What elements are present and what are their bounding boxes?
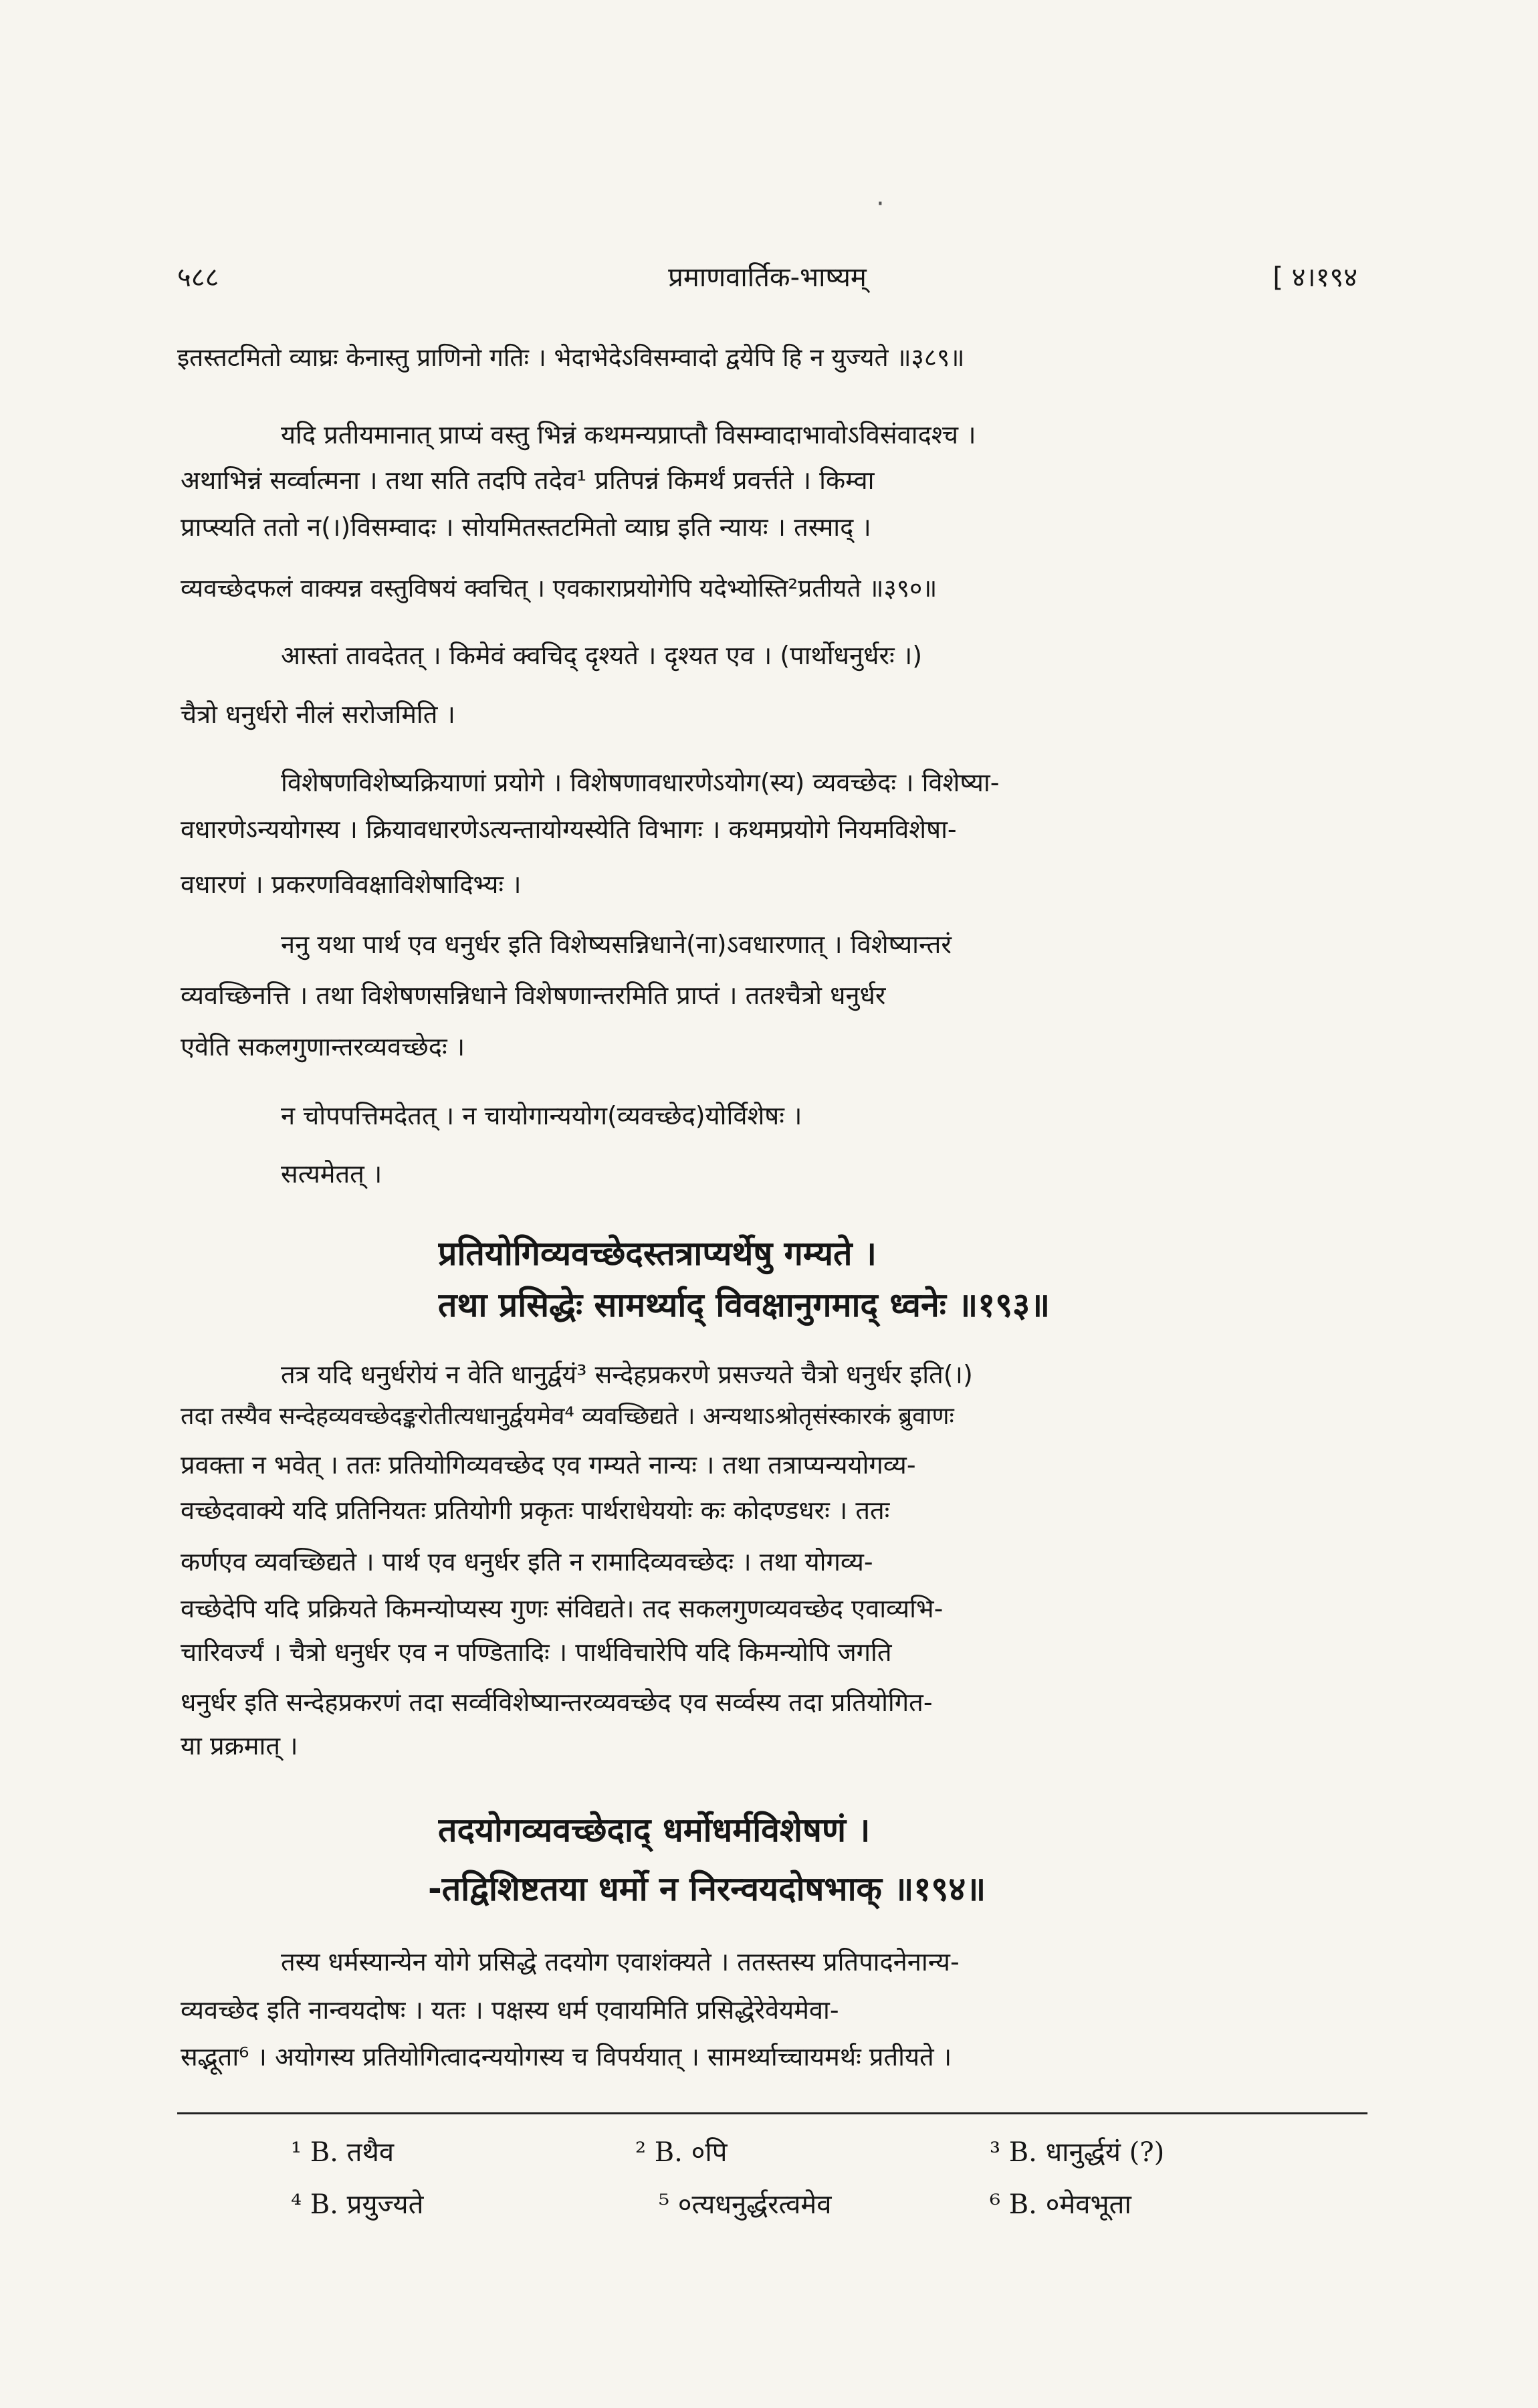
verse-193-line-1: प्रतियोगिव्यवच्छेदस्तत्राप्यर्थेषु गम्यते । xyxy=(438,1234,877,1273)
paragraph-line: यदि प्रतीयमानात् प्राप्यं वस्तु भिन्नं कथमन्यप्राप्तौ विसम्वादाभावोऽविसंवादश्च । xyxy=(281,420,976,449)
paragraph-line: व्यवच्छिनत्ति । तथा विशेषणसन्निधाने विशेषणान्तरमिति प्राप्तं । ततश्चैत्रो धनुर्धर xyxy=(181,981,886,1010)
footnote-3: ³ B. धानुर्द्धयं (?) xyxy=(990,2137,1165,2168)
paragraph-line: चैत्रो धनुर्धरो नीलं सरोजमिति । xyxy=(181,700,455,729)
verse-390: व्यवच्छेदफलं वाक्यन्न वस्तुविषयं क्वचित् । एवकाराप्रयोगेपि यदेभ्योस्ति²प्रतीयते ॥३९०॥ xyxy=(181,574,938,603)
paragraph-line: चारिवर्ज्यं । चैत्रो धनुर्धर एव न पण्डितादिः । पार्थविचारेपि यदि किमन्योपि जगति xyxy=(181,1637,892,1667)
paragraph-line: एवेति सकलगुणान्तरव्यवच्छेदः । xyxy=(181,1032,465,1062)
paragraph-line: सत्यमेतत् । xyxy=(281,1159,382,1189)
paragraph-line: व्यवच्छेद इति नान्वयदोषः । यतः । पक्षस्य धर्म एवायमिति प्रसिद्धेरेवेयमेवा- xyxy=(181,1995,839,2025)
footnote-6: ⁶ B. ०मेवभूता xyxy=(990,2189,1131,2220)
paragraph-line: न चोपपत्तिमदेतत् । न चायोगान्ययोग(व्यवच्छेद)योर्विशेषः । xyxy=(281,1101,802,1130)
paragraph-line: तदा तस्यैव सन्देहव्यवच्छेदङ्करोतीत्यधानुर्द्वयमेव⁴ व्यवच्छिद्यते । अन्यथाऽश्रोतृसंस्कारकं ब्रुवाणः xyxy=(181,1403,954,1430)
paragraph-line: ननु यथा पार्थ एव धनुर्धर इति विशेष्यसन्निधाने(ना)ऽवधारणात् । विशेष्यान्तरं xyxy=(281,930,952,959)
footnote-4: ⁴ B. प्रयुज्यते xyxy=(291,2189,424,2220)
verse-389: इतस्तटमितो व्याघ्रः केनास्तु प्राणिनो गतिः । भेदाभेदेऽविसम्वादो द्वयेपि हि न युज्यते ॥३८९॥ xyxy=(177,343,965,372)
paragraph-line: वधारणं । प्रकरणविवक्षाविशेषादिभ्यः । xyxy=(181,870,522,899)
paragraph-line: वच्छेदवाक्ये यदि प्रतिनियतः प्रतियोगी प्रकृतः पार्थराधेययोः कः कोदण्डधरः । ततः xyxy=(181,1496,890,1525)
footnote-5: ⁵ ०त्यधनुर्द्धरत्वमेव xyxy=(659,2189,832,2220)
footnote-2: ² B. ०पि xyxy=(635,2137,728,2168)
paragraph-line: धनुर्धर इति सन्देहप्रकरणं तदा सर्व्वविशेष्यान्तरव्यवच्छेद एव सर्व्वस्य तदा प्रतियोगित- xyxy=(181,1688,933,1717)
paragraph-line: अथाभिन्नं सर्व्वात्मना । तथा सति तदपि तदेव¹ प्रतिपन्नं किमर्थं प्रवर्त्तते । किम्वा xyxy=(181,466,875,495)
top-mark: · xyxy=(876,189,885,219)
paragraph-line: प्राप्स्यति ततो न(।)विसम्वादः । सोयमितस्तटमितो व्याघ्र इति न्यायः । तस्माद् । xyxy=(181,512,871,542)
verse-194-line-2: -तद्विशिष्टतया धर्मो न निरन्वयदोषभाक् ॥१९४॥ xyxy=(428,1870,986,1908)
verse-193-line-2: तथा प्रसिद्धेः सामर्थ्याद् विवक्षानुगमाद् ध्वनेः ॥१९३॥ xyxy=(438,1286,1051,1324)
running-title: प्रमाणवार्तिक-भाष्यम् xyxy=(668,262,867,293)
page-header xyxy=(177,258,1357,298)
section-reference: [ ४।१९४ xyxy=(1273,262,1357,293)
paragraph-line: वधारणेऽन्ययोगस्य । क्रियावधारणेऽत्यन्तायोग्यस्येति विभागः । कथमप्रयोगे नियमविशेषा- xyxy=(181,815,957,844)
paragraph-line: सद्भूता⁶ । अयोगस्य प्रतियोगित्वादन्ययोगस्य च विपर्ययात् । सामर्थ्याच्चायमर्थः प्रतीयते । xyxy=(181,2042,952,2072)
paragraph-line: प्रवक्ता न भवेत् । ततः प्रतियोगिव्यवच्छेद एव गम्यते नान्यः । तथा तत्राप्यन्ययोगव्य- xyxy=(181,1450,916,1480)
paragraph-line: विशेषणविशेष्यक्रियाणां प्रयोगे । विशेषणावधारणेऽयोग(स्य) व्यवच्छेदः । विशेष्या- xyxy=(281,768,1000,797)
paragraph-line: कर्णएव व्यवच्छिद्यते । पार्थ एव धनुर्धर इति न रामादिव्यवच्छेदः । तथा योगव्य- xyxy=(181,1547,873,1577)
paragraph-line: वच्छेदेपि यदि प्रक्रियते किमन्योप्यस्य गुणः संविद्यते। तद सकलगुणव्यवच्छेद एवाव्यभि- xyxy=(181,1594,944,1623)
footnote-1: ¹ B. तथैव xyxy=(291,2137,395,2168)
paragraph-line: आस्तां तावदेतत् । किमेवं क्वचिद् दृश्यते । दृश्यत एव । (पार्थोधनुर्धरः ।) xyxy=(281,641,923,670)
paragraph-line: तस्य धर्मस्यान्येन योगे प्रसिद्धे तदयोग एवाशंक्यते । ततस्तस्य प्रतिपादनेनान्य- xyxy=(281,1947,960,1977)
paragraph-line: या प्रक्रमात् । xyxy=(181,1731,298,1761)
verse-194-line-1: तदयोगव्यवच्छेदाद् धर्मोधर्मविशेषणं । xyxy=(438,1811,871,1849)
footnote-divider xyxy=(177,2112,1367,2114)
page-number: ५८८ xyxy=(177,262,219,293)
paragraph-line: तत्र यदि धनुर्धरोयं न वेति धानुर्द्वयं³ सन्देहप्रकरणे प्रसज्यते चैत्रो धनुर्धर इति(।) xyxy=(281,1360,973,1389)
